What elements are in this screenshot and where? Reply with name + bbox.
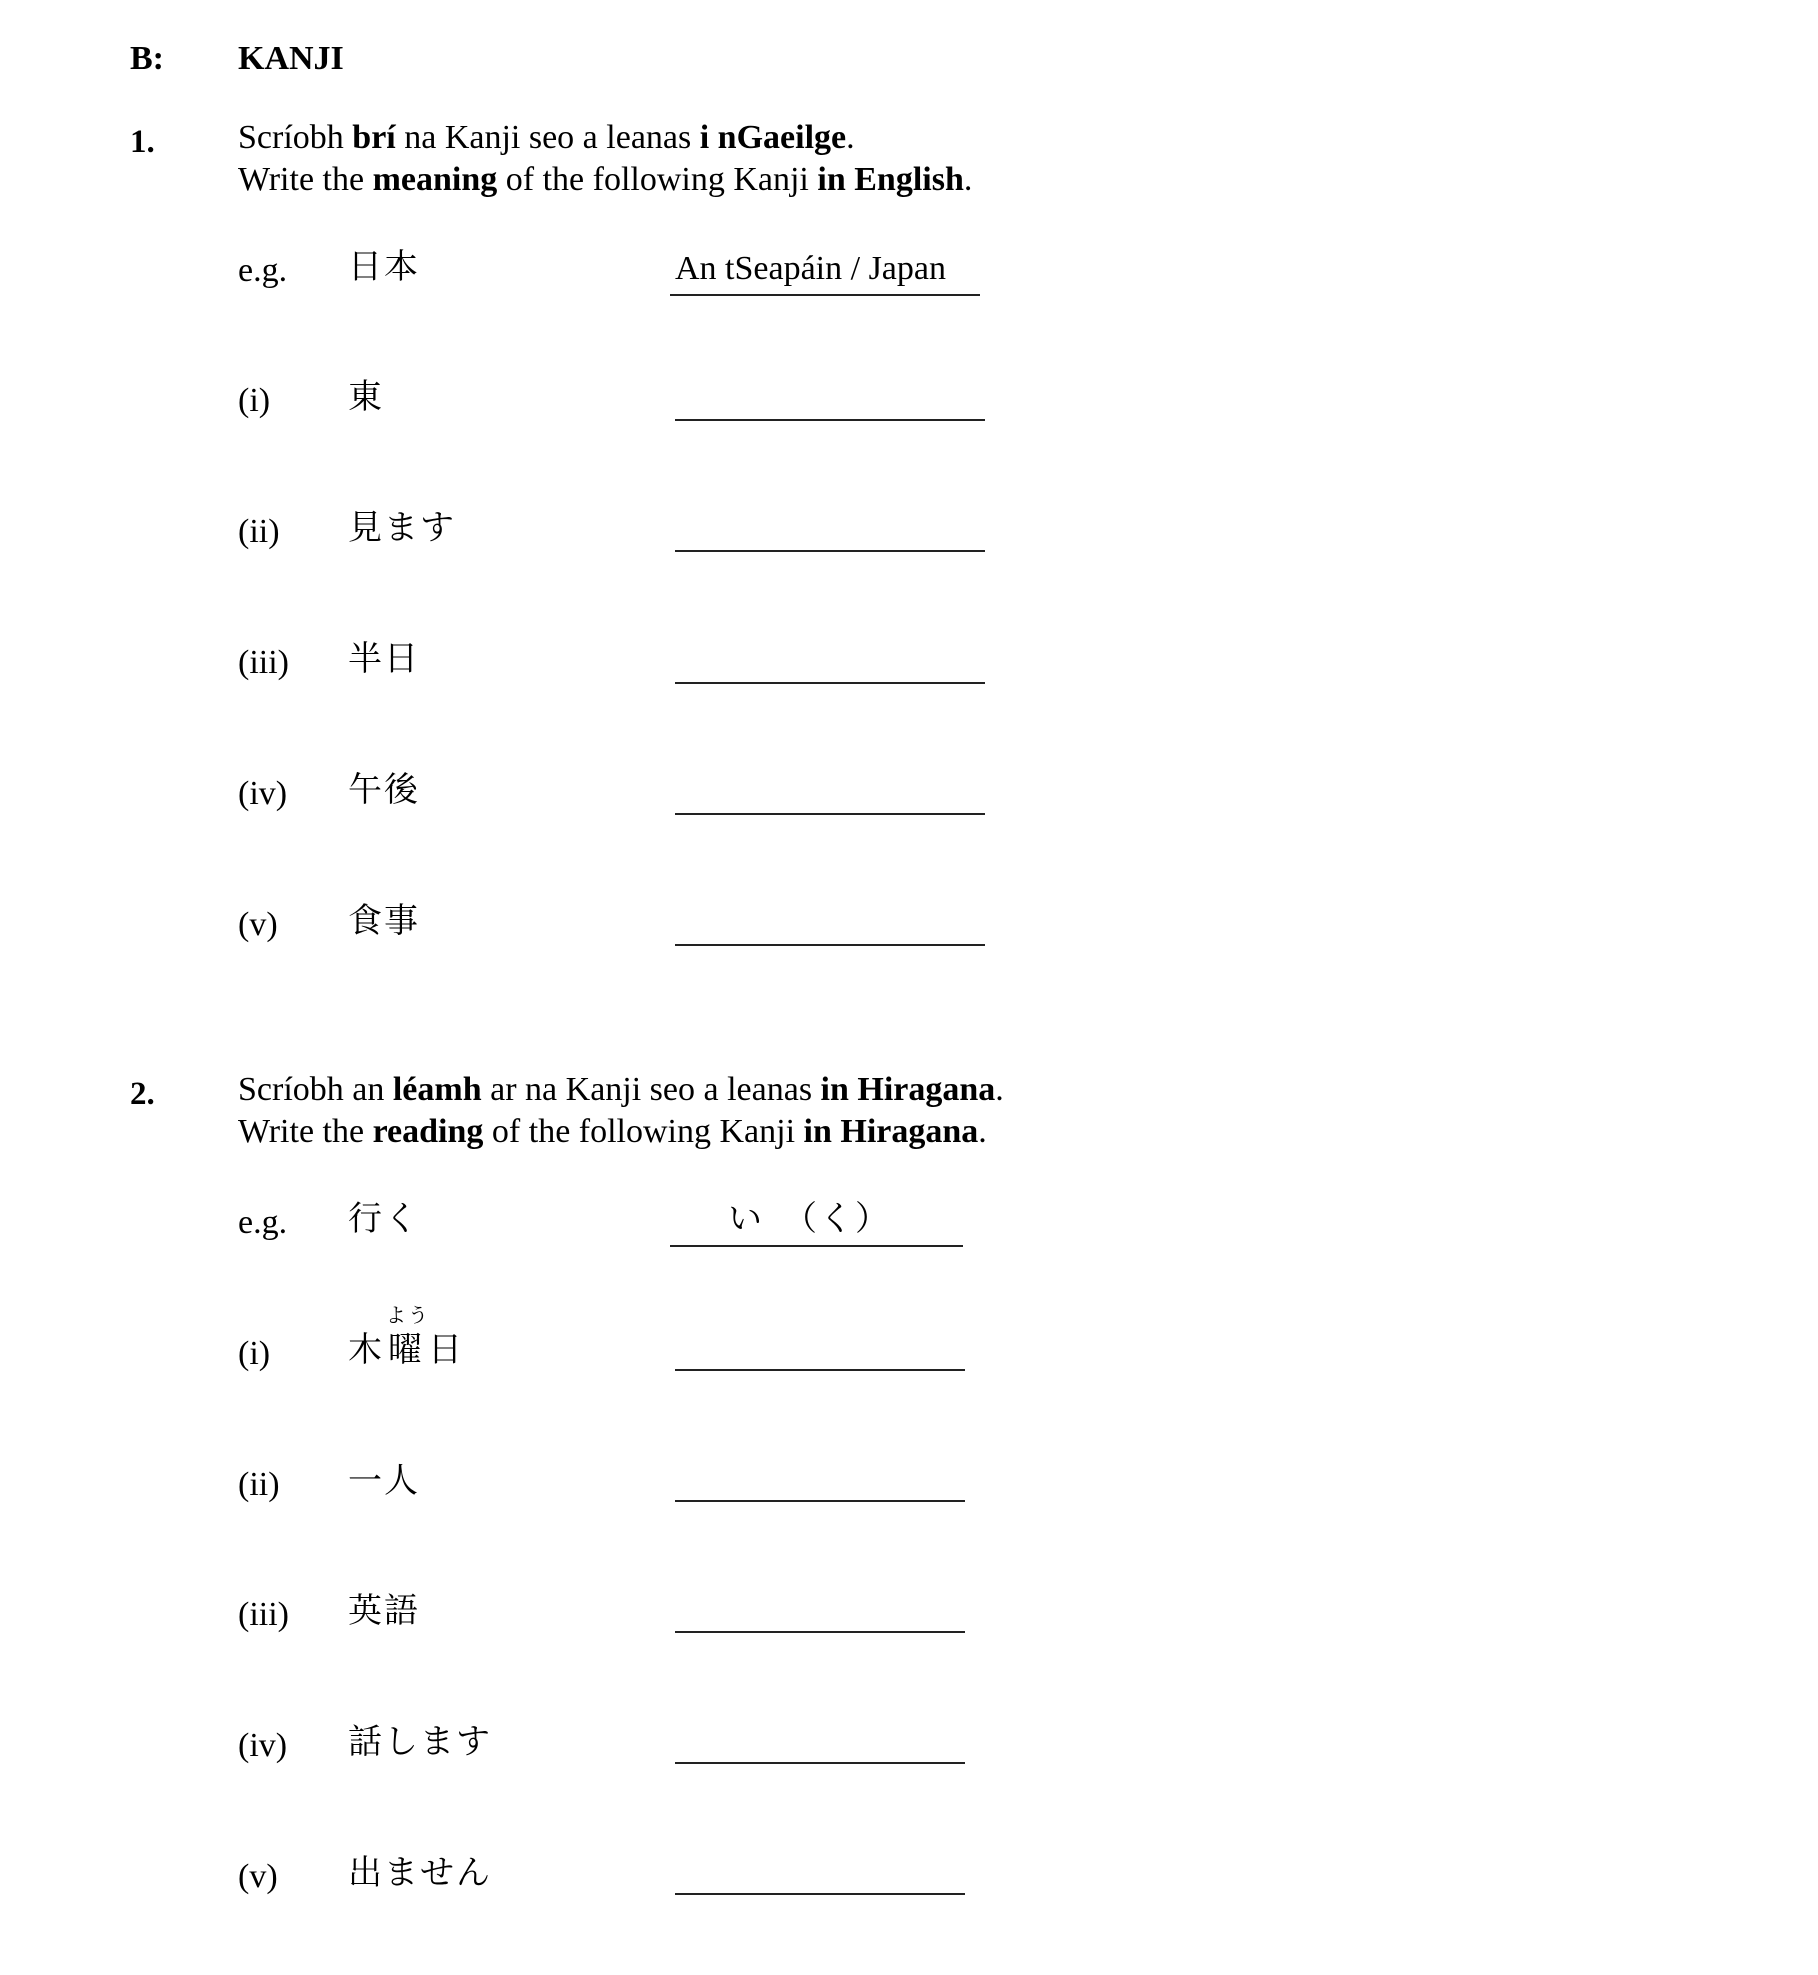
item-label: (iv): [238, 1727, 288, 1764]
instr-emphasis: in Hiragana: [803, 1113, 979, 1150]
question-1-instruction: [238, 117, 972, 201]
item-kanji: 木曜日: [348, 1330, 468, 1370]
item-kanji: 一人: [348, 1461, 420, 1501]
instr-text: Write the: [238, 1113, 373, 1150]
item-label: (ii): [238, 513, 280, 550]
question-2-instruction: [238, 1069, 1004, 1153]
instr-text: ar na Kanji seo a leanas: [481, 1071, 821, 1108]
item-label: (v): [238, 1858, 278, 1895]
question-2-number: 2.: [130, 1076, 155, 1112]
item-label: (ii): [238, 1466, 280, 1503]
instr-emphasis: léamh: [392, 1071, 482, 1108]
answer-blank[interactable]: [675, 682, 985, 684]
item-kanji: 英語: [348, 1591, 420, 1631]
item-kanji: 見ます: [348, 508, 456, 548]
item-label: (v): [238, 906, 278, 943]
instr-text: na Kanji seo a leanas: [395, 119, 700, 156]
example-answer-line: [670, 294, 980, 296]
answer-blank[interactable]: [675, 1631, 965, 1633]
instr-emphasis: i nGaeilge: [699, 119, 847, 156]
instr-emphasis: reading: [372, 1113, 484, 1150]
instr-text: .: [978, 1113, 987, 1150]
item-kanji: 食事: [348, 901, 420, 941]
instr-text: of the following Kanji: [483, 1113, 804, 1150]
item-kanji: 午後: [348, 770, 420, 810]
answer-blank[interactable]: [675, 1762, 965, 1764]
example-answer: い （く）: [728, 1199, 891, 1239]
example-answer-line: [670, 1245, 963, 1247]
question-2-instruction-irish: [238, 1069, 1004, 1111]
item-label: (i): [238, 1335, 271, 1372]
example-label: e.g.: [238, 1204, 288, 1241]
answer-blank[interactable]: [675, 1893, 965, 1895]
instr-emphasis: brí: [352, 119, 396, 156]
instr-text: of the following Kanji: [497, 161, 818, 198]
item-kanji: 半日: [348, 639, 420, 679]
answer-blank[interactable]: [675, 419, 985, 421]
item-label: (iv): [238, 775, 288, 812]
example-kanji: 日本: [348, 247, 420, 287]
question-1-instruction-irish: [238, 117, 972, 159]
answer-blank[interactable]: [675, 944, 985, 946]
instr-emphasis: in Hiragana: [820, 1071, 996, 1108]
example-answer: An tSeapáin / Japan: [675, 250, 946, 287]
item-kanji: 出ません: [348, 1853, 492, 1893]
answer-blank[interactable]: [675, 813, 985, 815]
question-1-instruction-english: [238, 159, 972, 201]
item-kanji: 東: [348, 377, 384, 417]
answer-blank[interactable]: [675, 1500, 965, 1502]
example-kanji: 行く: [348, 1199, 420, 1239]
instr-text: .: [963, 161, 973, 198]
section-letter: B:: [130, 40, 164, 77]
instr-text: Write the: [238, 161, 373, 198]
question-2-instruction-english: [238, 1111, 1004, 1153]
item-label: (iii): [238, 644, 289, 681]
instr-text: .: [995, 1071, 1004, 1108]
item-kanji: 話します: [348, 1722, 492, 1762]
question-1-number: 1.: [130, 124, 155, 160]
item-label: (iii): [238, 1596, 289, 1633]
answer-blank[interactable]: [675, 1369, 965, 1371]
instr-emphasis: meaning: [372, 161, 498, 198]
furigana: よう: [386, 1303, 430, 1327]
example-label: e.g.: [238, 252, 288, 289]
item-label: (i): [238, 382, 271, 419]
instr-text: Scríobh: [238, 119, 353, 156]
answer-blank[interactable]: [675, 550, 985, 552]
instr-text: .: [846, 119, 855, 156]
instr-text: Scríobh an: [238, 1071, 393, 1108]
instr-emphasis: in English: [817, 161, 964, 198]
section-title: KANJI: [238, 40, 344, 77]
